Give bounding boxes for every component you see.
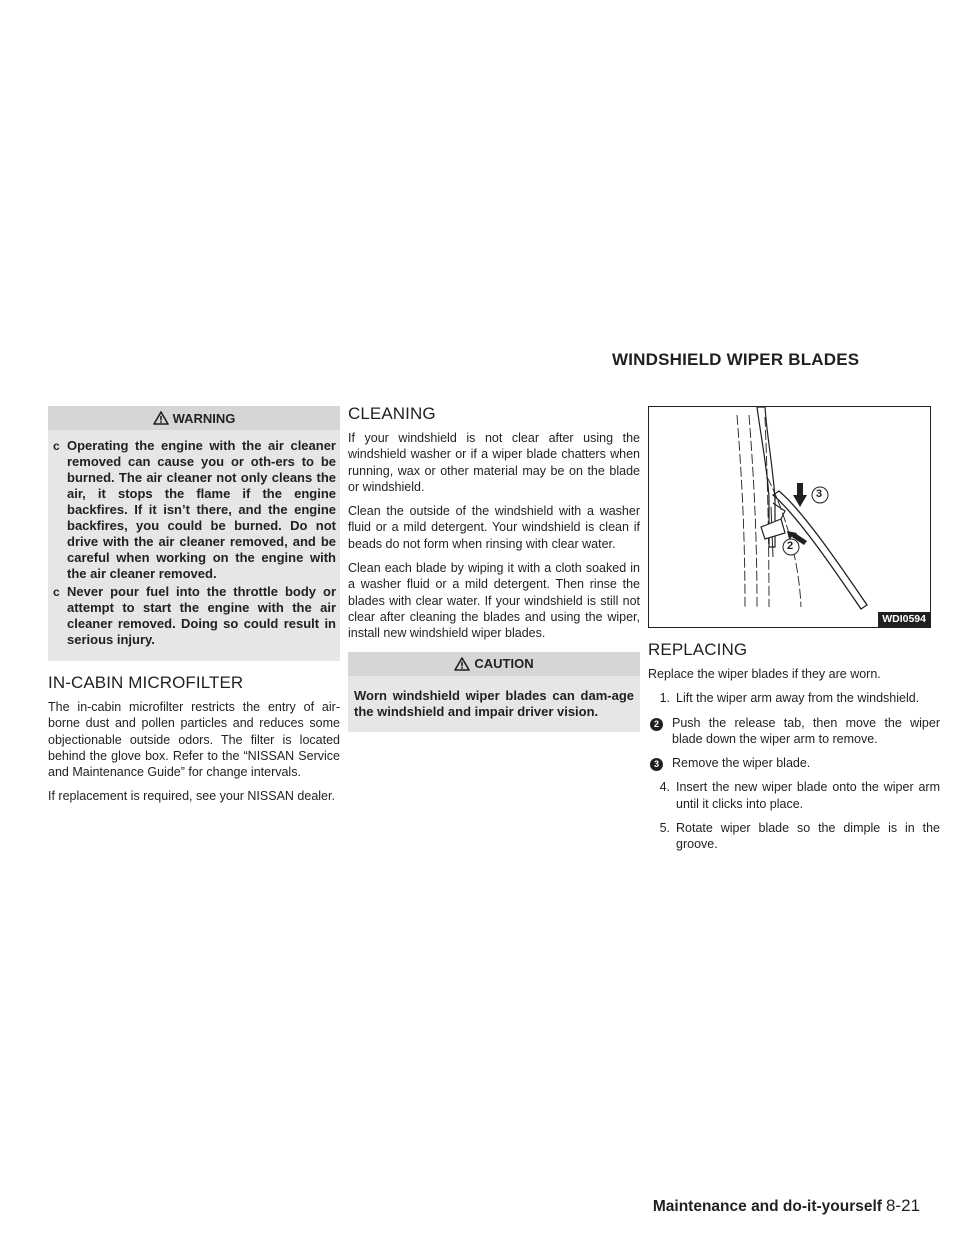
cleaning-paragraph: Clean the outside of the windshield with a washer fluid or a mild detergent. Your windshield is clean if beads do not form when rinsing with clear water. — [348, 504, 640, 551]
wiper-illustration — [648, 406, 931, 628]
step-number: 5. — [659, 821, 670, 836]
wiper-arm-drawing — [649, 407, 930, 627]
step-number: 4. — [659, 780, 670, 795]
caution-box — [348, 652, 640, 732]
warning-item-text: Operating the engine with the air cleaner removed can cause you or oth-ers to be burned. The air cleaner not only cleans the air, it stops the flame if the engine backfires. If it isn’t there, and the engine backfires, you could be burned. Do not drive with the air cleaner removed, and be careful when working on the engine with the air cleaner removed. — [67, 438, 336, 581]
callout-3: 3 — [816, 488, 823, 500]
microfilter-paragraph: If replacement is required, see your NISSAN dealer. — [48, 789, 335, 804]
step-number — [648, 755, 672, 771]
cleaning-heading: CLEANING — [348, 404, 436, 423]
step-item — [648, 755, 940, 771]
caution-text: Worn windshield wiper blades can dam-age the windshield and impair driver vision. — [354, 687, 634, 719]
warning-label: WARNING — [172, 410, 236, 426]
warning-header — [48, 406, 340, 430]
callout-2: 2 — [787, 540, 794, 552]
caution-header — [348, 652, 640, 676]
bullet-c-icon: c — [53, 585, 60, 599]
circled-number: 2 — [650, 718, 663, 731]
cleaning-paragraph: If your windshield is not clear after using the windshield washer or if a wiper blade chatters when running, wax or other material may be on the blade or windshield. — [348, 431, 640, 494]
microfilter-heading: IN-CABIN MICROFILTER — [48, 673, 244, 692]
circled-number: 3 — [650, 758, 663, 771]
caution-label: CAUTION — [474, 656, 534, 672]
step-text: Rotate wiper blade so the dimple is in the groove. — [676, 821, 940, 852]
figure-code: WDI0594 — [878, 612, 930, 627]
step-text: Insert the new wiper blade onto the wiper arm until it clicks into place. — [676, 780, 940, 811]
footer-section-name: Maintenance and do-it-yourself — [652, 1198, 882, 1215]
warning-item — [52, 438, 336, 582]
microfilter-paragraph: The in-cabin microfilter restricts the entry of air-borne dust and pollen particles and reduces some objectionable outside odors. The filter is located behind the glove box. Refer to the “NISSAN Service and Maintenance Guide” for change intervals. — [48, 700, 340, 780]
warning-box — [48, 406, 340, 661]
step-item — [648, 820, 940, 853]
right-column — [648, 406, 940, 861]
step-text: Lift the wiper arm away from the windshield. — [676, 691, 920, 706]
step-item — [648, 690, 940, 706]
step-text: Remove the wiper blade. — [672, 756, 811, 771]
replacing-intro: Replace the wiper blades if they are worn. — [648, 667, 881, 681]
step-item — [648, 779, 940, 812]
bullet-c-icon: c — [53, 439, 60, 453]
warning-triangle-icon — [454, 657, 470, 671]
step-item — [648, 715, 940, 748]
step-text: Push the release tab, then move the wiper blade down the wiper arm to remove. — [672, 715, 940, 746]
page-number: 8-21 — [885, 1196, 920, 1215]
left-column — [48, 406, 340, 813]
warning-item-text: Never pour fuel into the throttle body or attempt to start the engine with the air cleaner removed. Doing so could result in serious injury. — [67, 584, 336, 647]
section-title: WINDSHIELD WIPER BLADES — [612, 350, 860, 369]
cleaning-paragraph: Clean each blade by wiping it with a cloth soaked in a washer fluid or a mild detergent. Then rinse the blades with clear water. If your windshield is still not clear after cleaning the blades and using the wiper, install new windshield wiper blades. — [348, 561, 640, 641]
step-number — [648, 715, 672, 748]
page-footer — [653, 1196, 920, 1216]
warning-body — [48, 430, 340, 661]
replacing-heading: REPLACING — [648, 640, 748, 659]
step-number: 1. — [659, 691, 670, 706]
middle-column — [348, 406, 640, 732]
warning-item — [52, 584, 336, 648]
warning-triangle-icon — [153, 411, 169, 425]
